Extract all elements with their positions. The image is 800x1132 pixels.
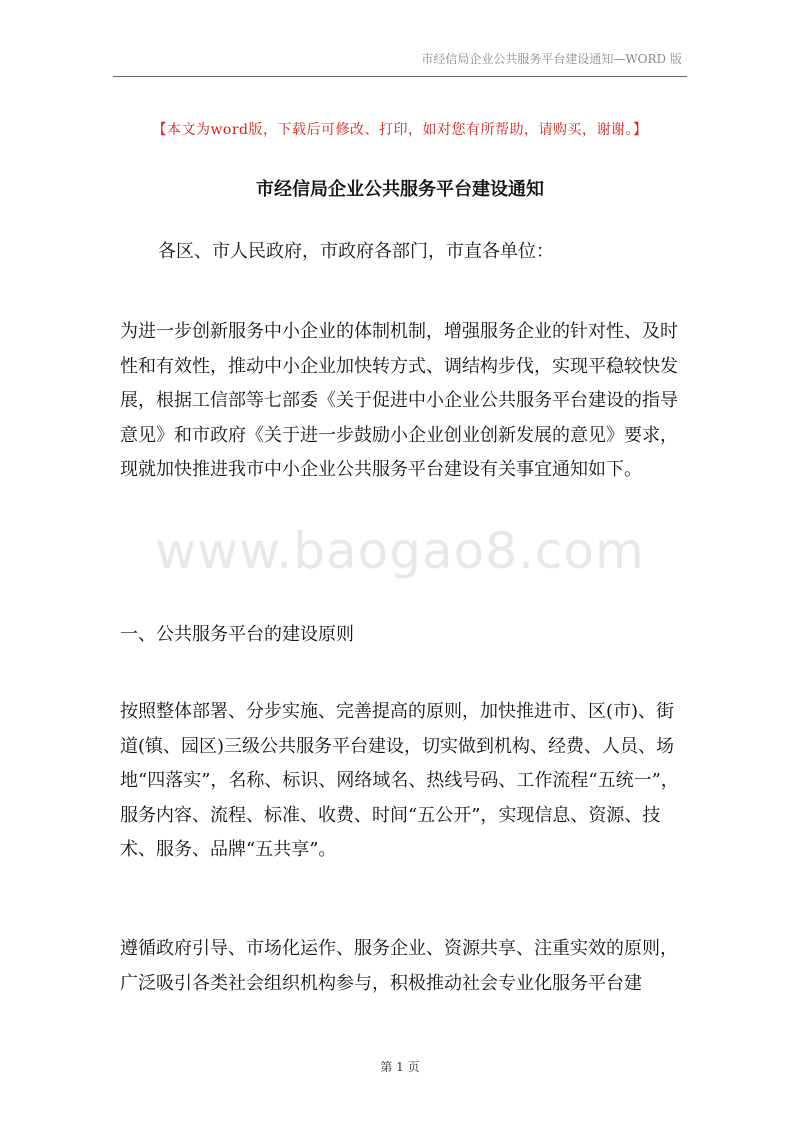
- page-number: 第 1 页: [380, 1060, 420, 1074]
- running-header: 市经信局企业公共服务平台建设通知—WORD 版: [421, 52, 682, 66]
- paragraph-guidance: 遵循政府引导、市场化运作、服务企业、资源共享、注重实效的原则，广泛吸引各类社会组织机构参与，积极推动社会专业化服务平台建: [120, 938, 678, 994]
- paragraph-principles: 按照整体部署、分步实施、完善提高的原则，加快推进市、区(市)、街道(镇、园区)三级公共服务平台建设，切实做到机构、经费、人员、场地“四落实”，名称、标识、网络域名、热线号码、工作流程“五统一”，服务内容、流程、标准、收费、时间“五公开”，实现信息、资源、技术、服务、品牌“五共享”。: [120, 701, 679, 860]
- section-heading-1: 一、公共服务平台的建设原则: [120, 624, 354, 645]
- header-divider: [113, 76, 687, 77]
- paragraph-intro: 为进一步创新服务中小企业的体制机制，增强服务企业的针对性、及时性和有效性，推动中小企业加快转方式、调结构步伐，实现平稳较快发展，根据工信部等七部委《关于促进中小企业公共服务平台建设的指导意见》和市政府《关于进一步鼓励小企业创业创新发展的意见》要求，现就加快推进我市中小企业公共服务平台建设有关事宜通知如下。: [120, 321, 678, 480]
- salutation: 各区、市人民政府，市政府各部门，市直各单位：: [158, 241, 554, 262]
- watermark: www.baogao8.com: [155, 522, 645, 580]
- purchase-notice: 【本文为word版，下载后可修改、打印，如对您有所帮助，请购买，谢谢。】: [152, 122, 648, 138]
- document-title: 市经信局企业公共服务平台建设通知: [256, 179, 544, 200]
